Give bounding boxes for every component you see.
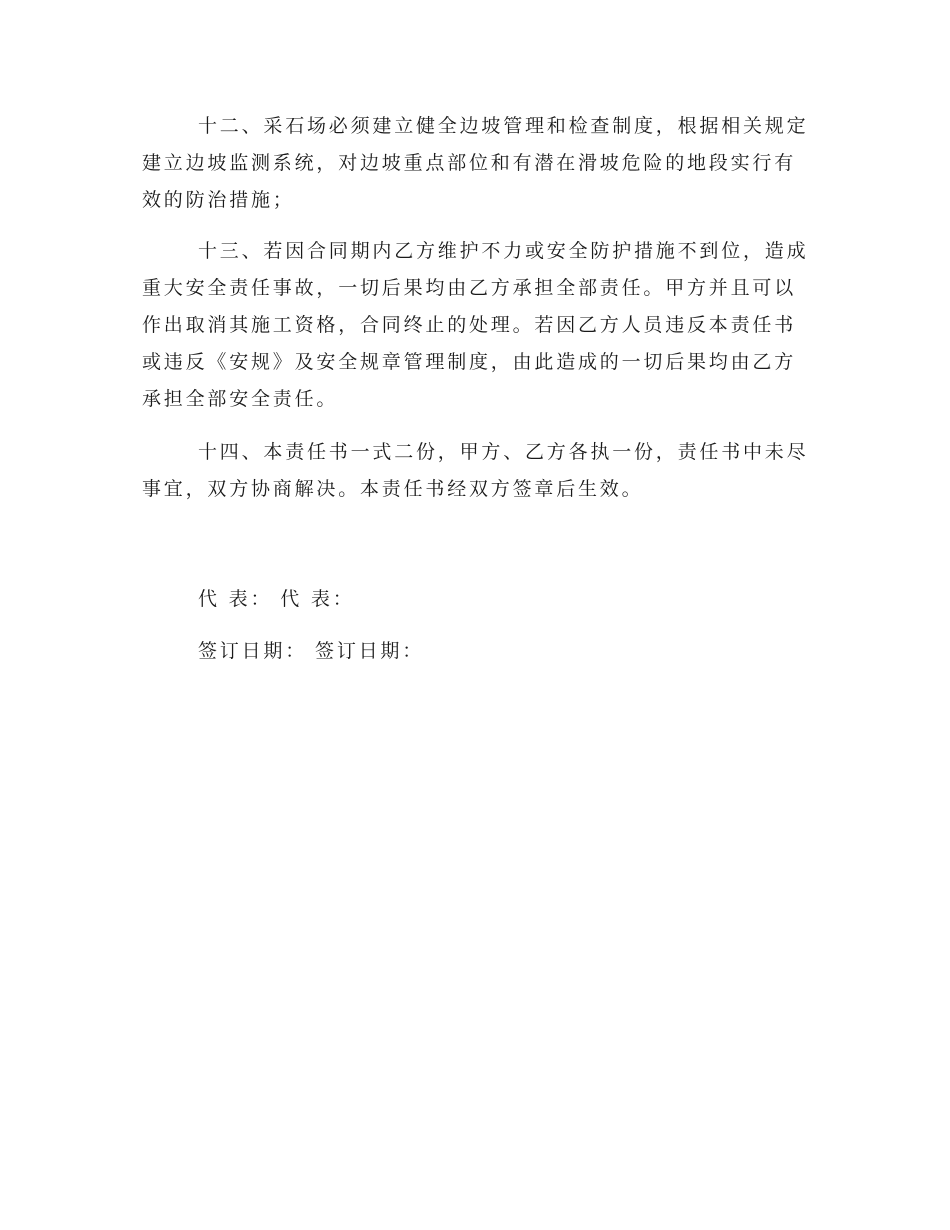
clause-13-line: 承担全部安全责任。 (142, 388, 339, 410)
clause-13-line: 或违反《安规》及安全规章管理制度，由此造成的一切后果均由乙方 (142, 351, 797, 373)
party-b-representative-label: 代 表： (280, 588, 355, 610)
signing-date-line (198, 636, 424, 663)
clause-14-line: 十四、本责任书一式二份，甲方、乙方各执一份，责任书中未尽 (198, 441, 809, 463)
clause-14 (142, 434, 809, 508)
clause-12-line: 十二、采石场必须建立健全边坡管理和检查制度，根据相关规定 (198, 115, 809, 137)
clause-12-line: 建立边坡监测系统，对边坡重点部位和有潜在滑坡危险的地段实行有 (142, 152, 797, 174)
clause-14-line: 事宜，双方协商解决。本责任书经双方签章后生效。 (142, 478, 644, 500)
party-a-representative-label: 代 表： (198, 588, 273, 610)
clause-13-line: 十三、若因合同期内乙方维护不力或安全防护措施不到位，造成 (198, 240, 809, 262)
party-a-signing-date-label: 签订日期： (198, 640, 308, 662)
clause-12-line: 效的防治措施； (142, 189, 295, 211)
clause-13 (142, 233, 809, 418)
party-b-signing-date-label: 签订日期： (315, 640, 425, 662)
clause-13-line: 作出取消其施工资格，合同终止的处理。若因乙方人员违反本责任书 (142, 314, 797, 336)
clause-12 (142, 108, 809, 219)
clause-13-line: 重大安全责任事故，一切后果均由乙方承担全部责任。甲方并且可以 (142, 277, 797, 299)
representative-line (198, 584, 355, 611)
